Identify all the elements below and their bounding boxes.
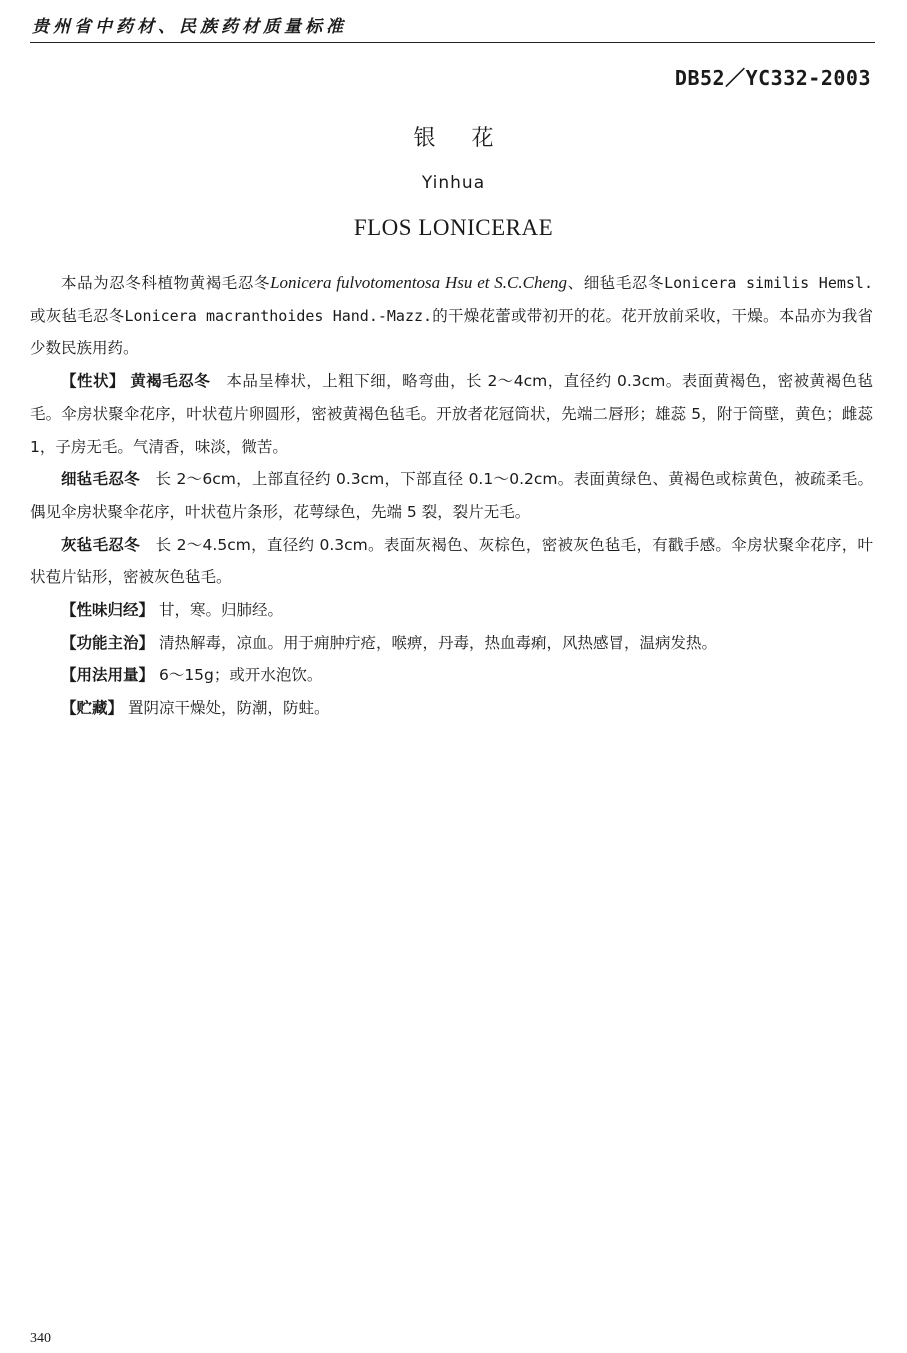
section-label-dosage: 【用法用量】 xyxy=(61,666,155,685)
page-number: 340 xyxy=(30,1331,51,1346)
section-label-storage: 【贮藏】 xyxy=(61,699,124,718)
species-name-latin: Lonicera similis Hemsl. xyxy=(664,274,873,292)
monograph-title-latin: FLOS LONICERAE xyxy=(353,215,554,240)
dosage-paragraph: 【用法用量】 6～15g；或开水泡饮。 xyxy=(61,666,323,685)
monograph-title-chinese: 银花 xyxy=(413,126,530,151)
properties-paragraph: 【性味归经】 甘，寒。归肺经。 xyxy=(61,601,283,620)
species-name-latin: Lonicera macranthoides Hand.-Mazz. xyxy=(124,306,433,325)
species-heading: 灰毡毛忍冬 xyxy=(61,535,140,554)
species-heading: 黄褐毛忍冬 xyxy=(130,372,211,391)
monograph-title-pinyin: Yinhua xyxy=(421,173,486,193)
section-label-properties: 【性味归经】 xyxy=(61,601,155,620)
standard-code: DB52／YC332-2003 xyxy=(674,66,871,90)
description-paragraph: 【性状】 黄褐毛忍冬 本品呈棒状，上粗下细，略弯曲，长 2～4cm，直径约 0.3cm。表面黄褐色，密被黄褐色毡毛。伞房状聚伞花序，叶状苞片卵圆形，密被黄褐色毡毛。开放者花冠筒状，先端二唇形；雄蕊 5，附于筒壁，黄色；雌蕊 1，子房无毛。气清香，味淡，微苦。 xyxy=(30,372,873,456)
section-label-description: 【性状】 xyxy=(61,372,125,391)
section-label-functions: 【功能主治】 xyxy=(61,633,155,652)
monograph-body xyxy=(30,267,873,725)
species-paragraph: 灰毡毛忍冬 长 2～4.5cm，直径约 0.3cm。表面灰褐色、灰棕色，密被灰色毡毛，有戳手感。伞房状聚伞花序，叶状苞片钻形，密被灰色毡毛。 xyxy=(30,535,873,587)
species-paragraph: 细毡毛忍冬 长 2～6cm，上部直径约 0.3cm，下部直径 0.1～0.2cm。表面黄绿色、黄褐色或棕黄色，被疏柔毛。偶见伞房状聚伞花序，叶状苞片条形，花萼绿色，先端 5 裂，裂片无毛。 xyxy=(30,470,873,521)
running-header-title: 贵州省中药材、民族药材质量标准 xyxy=(32,17,347,37)
header-divider xyxy=(30,42,875,43)
storage-paragraph: 【贮藏】 置阴凉干燥处，防潮，防蛀。 xyxy=(61,699,330,718)
functions-paragraph: 【功能主治】 清热解毒，凉血。用于痈肿疔疮，喉痹，丹毒，热血毒痢，风热感冒，温病发热。 xyxy=(61,633,717,652)
species-name-latin: Lonicera fulvotomentosa Hsu et S.C.Cheng xyxy=(270,273,568,292)
intro-paragraph: 本品为忍冬科植物黄褐毛忍冬Lonicera fulvotomentosa Hsu et S.C.Cheng、细毡毛忍冬Lonicera similis Hemsl.或灰毡毛忍冬Lonicera macranthoides Hand.-Mazz.的干燥花蕾或带初开的花。花开放前采收，干燥。本品亦为我省少数民族用药。 xyxy=(30,273,873,358)
species-heading: 细毡毛忍冬 xyxy=(61,470,140,489)
